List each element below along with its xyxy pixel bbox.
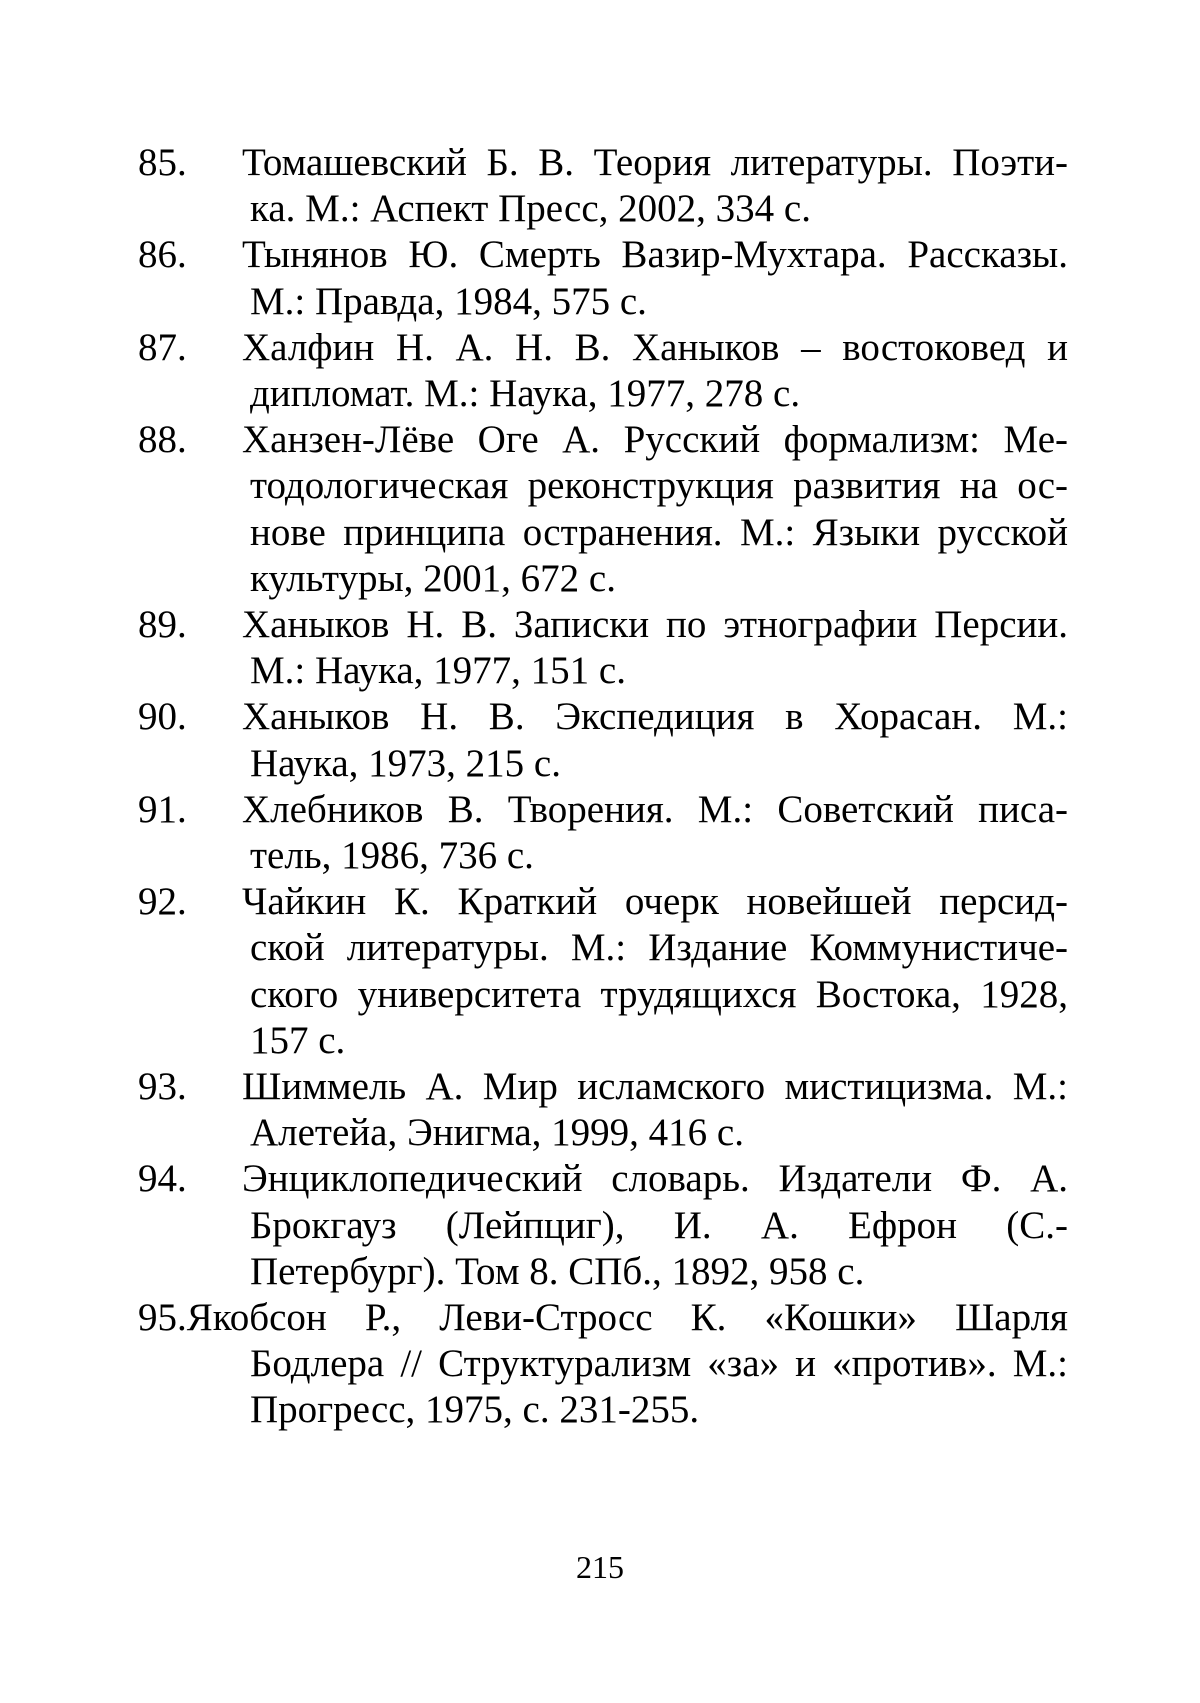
reference-line: тель, 1986, 736 с. (250, 834, 534, 878)
reference-text (242, 232, 1068, 324)
reference-line: Прогресс, 1975, с. 231-255. (250, 1388, 700, 1432)
reference-line: Халфин Н. А. Н. В. Ханыков – востоковед и (242, 325, 1068, 369)
reference-text (242, 1156, 1068, 1295)
reference-number: 85. (138, 141, 187, 184)
reference-list (138, 140, 1068, 1434)
reference-line: Хлебников В. Творения. М.: Советский писа- (242, 787, 1068, 831)
reference-line (138, 1295, 1068, 1341)
reference-line: Томашевский Б. В. Теория литературы. Поэти- (242, 141, 1068, 184)
reference-number: 89. (138, 603, 187, 647)
reference-line: Алетейа, Энигма, 1999, 416 с. (250, 1111, 744, 1155)
reference-line: Энциклопедический словарь. Издатели Ф. А. (242, 1157, 1068, 1201)
reference-text (242, 787, 1068, 879)
reference-line: Ханыков Н. В. Записки по этнографии Персии. (242, 603, 1068, 647)
reference-item (138, 1064, 1068, 1156)
reference-line: тодологическая реконструкция развития на ос- (250, 464, 1068, 508)
reference-line: Ханзен-Лёве Оге А. Русский формализм: Ме- (242, 418, 1068, 462)
reference-text (242, 879, 1068, 1064)
reference-text (242, 325, 1068, 417)
reference-number: 92. (138, 880, 187, 924)
reference-line: Тынянов Ю. Смерть Вазир-Мухтара. Рассказы. (242, 233, 1068, 277)
reference-line: Чайкин К. Краткий очерк новейшей персид- (242, 880, 1068, 924)
reference-number: 90. (138, 695, 187, 739)
reference-item (138, 787, 1068, 879)
reference-number: 93. (138, 1065, 187, 1109)
reference-number: 94. (138, 1157, 187, 1201)
reference-number: 91. (138, 787, 187, 831)
reference-line: культуры, 2001, 672 с. (250, 556, 616, 600)
reference-line: Ханыков Н. В. Экспедиция в Хорасан. М.: (242, 695, 1068, 739)
reference-text (242, 140, 1068, 232)
reference-line: 157 с. (250, 1018, 346, 1062)
reference-item (138, 1295, 1068, 1434)
reference-item (138, 325, 1068, 417)
reference-text (138, 1295, 1068, 1434)
page-number: 215 (576, 1549, 624, 1585)
reference-text (242, 694, 1068, 786)
reference-number: 87. (138, 325, 187, 369)
reference-line: Наука, 1973, 215 с. (250, 741, 561, 785)
reference-number: 86. (138, 233, 187, 277)
reference-item (138, 602, 1068, 694)
reference-number: 88. (138, 418, 187, 462)
reference-line: ского университета трудящихся Востока, 1928, (250, 972, 1068, 1016)
reference-line: Петербург). Том 8. СПб., 1892, 958 с. (250, 1249, 865, 1293)
reference-line: дипломат. М.: Наука, 1977, 278 с. (250, 372, 801, 416)
reference-line: ской литературы. М.: Издание Коммунистиче- (250, 926, 1068, 970)
reference-item (138, 694, 1068, 786)
reference-text (242, 417, 1068, 602)
reference-line: нове принципа остранения. М.: Языки русской (250, 510, 1068, 554)
reference-item (138, 140, 1068, 232)
reference-number: 95. (138, 1296, 187, 1340)
reference-line: М.: Правда, 1984, 575 с. (250, 279, 647, 323)
reference-line: Бодлера // Структурализм «за» и «против». М.: (250, 1342, 1068, 1386)
reference-line: ка. М.: Аспект Пресс, 2002, 334 с. (250, 187, 811, 231)
reference-text (242, 1064, 1068, 1156)
reference-line: М.: Наука, 1977, 151 с. (250, 649, 626, 693)
reference-line-text: Якобсон Р., Леви-Стросс К. «Кошки» Шарля (186, 1296, 1068, 1340)
reference-item (138, 417, 1068, 602)
reference-line: Брокгауз (Лейпциг), И. А. Ефрон (С.- (250, 1203, 1068, 1247)
reference-item (138, 879, 1068, 1064)
reference-line: Шиммель А. Мир исламского мистицизма. М.: (242, 1065, 1068, 1109)
reference-text (242, 602, 1068, 694)
reference-item (138, 1156, 1068, 1295)
reference-item (138, 232, 1068, 324)
